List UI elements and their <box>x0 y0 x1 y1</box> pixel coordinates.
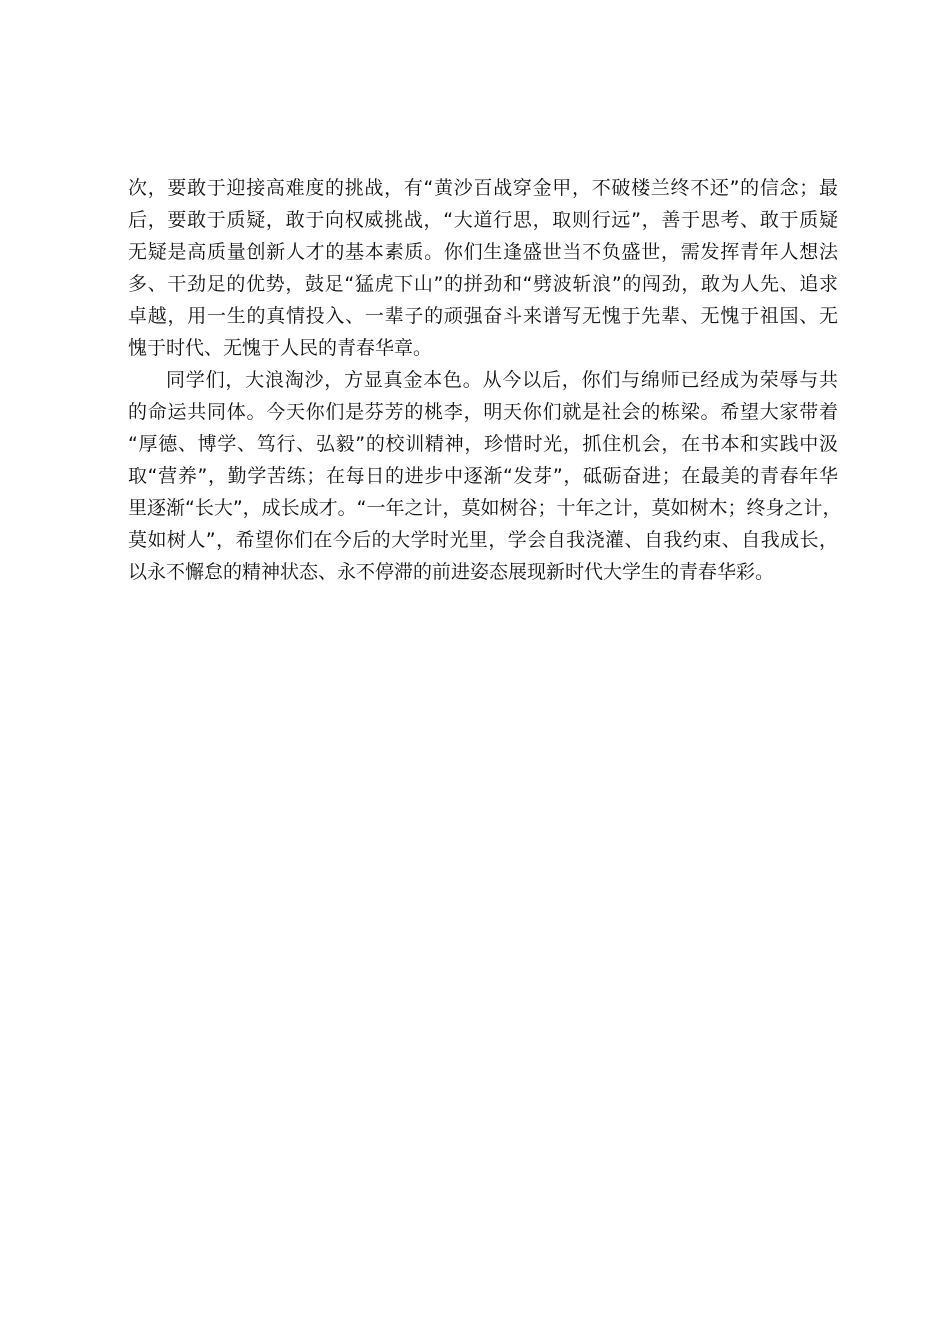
text-line: 以永不懈怠的精神状态、永不停滞的前进姿态展现新时代大学生的青春华彩。 <box>128 561 775 583</box>
text-line: 多、干劲足的优势，鼓足“猛虎下山”的拼劲和“劈波斩浪”的闯劲，敢为人先、追求 <box>128 273 838 295</box>
text-line: 莫如树人”，希望你们在今后的大学时光里，学会自我浇灌、自我约束、自我成长， <box>128 529 838 551</box>
text-line: 里逐渐“长大”，成长成才。“一年之计，莫如树谷；十年之计，莫如树木；终身之计， <box>128 497 842 519</box>
text-line: 的命运共同体。今天你们是芬芳的桃李，明天你们就是社会的栋梁。希望大家带着 <box>128 401 838 423</box>
text-line: 次，要敢于迎接高难度的挑战，有“黄沙百战穿金甲，不破楼兰终不还”的信念；最 <box>128 177 838 199</box>
text-line: “厚德、博学、笃行、弘毅”的校训精神，珍惜时光，抓住机会，在书本和实践中汲 <box>128 433 838 455</box>
body-text <box>128 172 842 588</box>
text-line: 同学们，大浪淘沙，方显真金本色。从今以后，你们与绵师已经成为荣辱与共 <box>166 369 838 391</box>
paragraph-1 <box>128 172 838 364</box>
text-line: 无疑是高质量创新人才的基本素质。你们生逢盛世当不负盛世，需发挥青年人想法 <box>128 241 838 263</box>
paragraph-2 <box>128 364 842 588</box>
text-line: 卓越，用一生的真情投入、一辈子的顽强奋斗来谱写无愧于先辈、无愧于祖国、无 <box>128 305 838 327</box>
text-line: 取“营养”，勤学苦练；在每日的进步中逐渐“发芽”，砥砺奋进；在最美的青春年华 <box>128 465 838 487</box>
text-line: 愧于时代、无愧于人民的青春华章。 <box>128 337 433 359</box>
text-line: 后，要敢于质疑，敢于向权威挑战，“大道行思，取则行远”，善于思考、敢于质疑 <box>128 209 838 231</box>
